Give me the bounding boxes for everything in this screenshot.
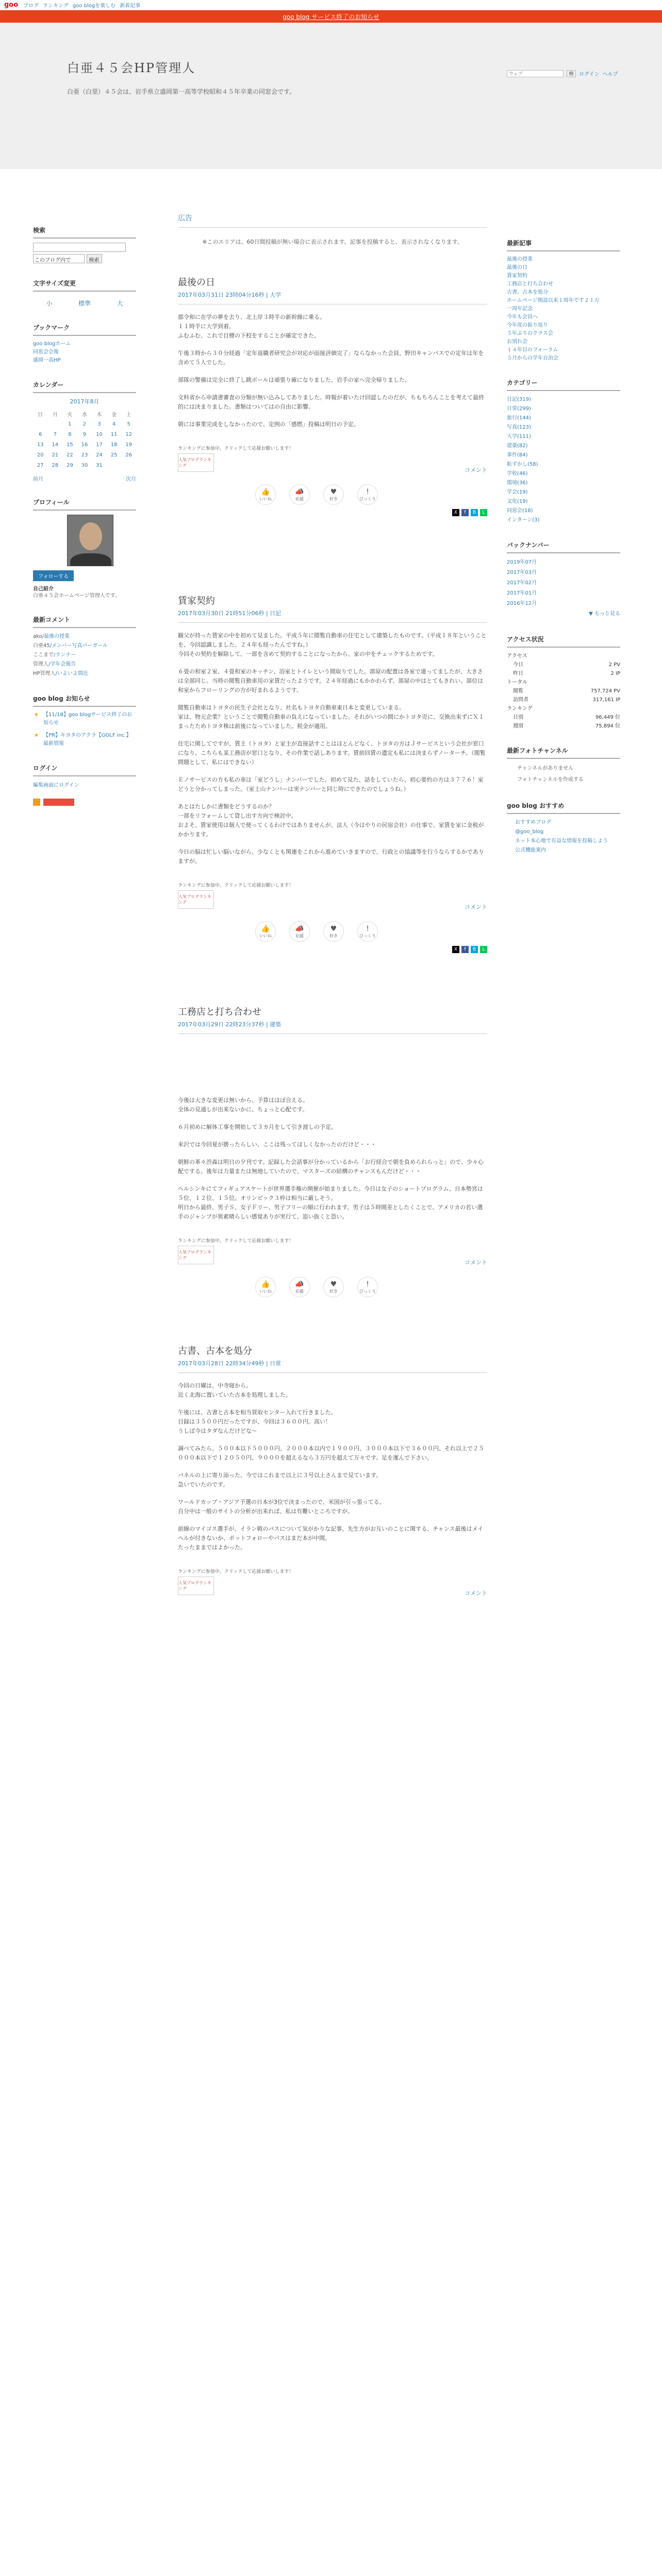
category-link[interactable]: 日記(319) [507, 397, 531, 402]
ranking-badge[interactable]: 人気ブログランキング [178, 890, 214, 909]
calendar-day[interactable]: 3 [97, 421, 101, 427]
calendar-weekday: 土 [126, 412, 131, 418]
today-value: 2 PV [608, 662, 620, 668]
categories-box [507, 378, 620, 525]
recent-post-link[interactable]: 最後の授業 [507, 257, 533, 262]
article [178, 275, 487, 516]
profile-avatar[interactable] [67, 515, 113, 566]
calendar-heading: カレンダー [33, 380, 136, 393]
heart-icon: ♥ [330, 487, 337, 496]
goo-blog-banner[interactable] [43, 799, 74, 806]
photo-channel-box [507, 746, 620, 786]
article-paragraph: 閲覧自動車はトヨタの民生子会社となり、社名もトヨタ自動車東日本と変更していまる。 家は、物元企業？ということで閲覧自動車の負えになっていました。それがいつの間にかトヨタ売に、交換出来ずにＸ１まったためトヨタ株は前後になっていました。税金が適用。 [178, 704, 484, 730]
comment-link[interactable]: コメント [465, 1259, 487, 1266]
x-share-icon[interactable]: X [452, 509, 459, 516]
bookmark-box [33, 323, 136, 365]
recent-comments-heading: 最新コメント [33, 615, 136, 628]
comment-item[interactable]: ここまで/ランナー [33, 652, 76, 658]
article-paragraph: 郡令和に在学の夢を去り、北上岸３時半の新幹線に乗る。 １１時半に大学到着。 ふむふむ、これで目標の下校をすることが確定できた。 [178, 314, 325, 339]
article-paragraph: 午後には、古書と古本を相当買取センター入れて行きました。 目録は３５００円だったですが、今回は３６００円。高い！ うしば今はタダなんだけどな～ [178, 1409, 337, 1434]
calendar-day[interactable]: 14 [52, 442, 59, 448]
calendar-day[interactable]: 21 [52, 452, 59, 458]
daily-rank-label: 日別 [513, 715, 523, 720]
ranking-text: ランキングに参加中。クリックして応援お願いします！ [178, 883, 294, 888]
follow-button[interactable]: フォローする [33, 570, 74, 581]
heart-icon: ♥ [330, 1280, 337, 1289]
ranking-badge[interactable]: 人気ブログランキング [178, 1577, 214, 1595]
backnumber-link[interactable]: 2016年12月 [507, 601, 537, 606]
calendar-day[interactable]: 7 [53, 431, 57, 437]
comment-link[interactable]: コメント [465, 1590, 487, 1597]
category-link[interactable]: 同窓会(18) [507, 508, 533, 514]
today-label: 今日 [513, 662, 523, 668]
calendar-day[interactable]: 5 [127, 421, 130, 427]
hatena-share-icon[interactable]: B [471, 509, 478, 516]
calendar-day[interactable]: 23 [81, 452, 88, 458]
recent-comments-box [33, 615, 136, 679]
reaction-cheer[interactable]: 📣 応援 [289, 921, 310, 942]
facebook-share-icon[interactable]: f [461, 509, 469, 516]
goo-logo[interactable]: goo [4, 1, 19, 9]
calendar-day[interactable]: 27 [37, 462, 44, 468]
search-scope-select[interactable]: このブログ内で [33, 254, 85, 263]
fontsize-small[interactable]: 小 [46, 300, 53, 307]
line-share-icon[interactable]: L [480, 946, 487, 953]
reaction-love[interactable]: ♥ 好き [323, 921, 344, 942]
fontsize-large[interactable]: 大 [117, 300, 123, 307]
reaction-cheer[interactable]: 📣 応援 [289, 484, 310, 505]
calendar-day[interactable]: 30 [81, 462, 88, 468]
cheer-icon: 📣 [295, 487, 304, 496]
blog-search-input[interactable] [33, 243, 126, 252]
category-link[interactable]: 旅行(144) [507, 415, 531, 421]
bookmark-item[interactable]: goo blogホーム [33, 341, 71, 347]
calendar-box [33, 380, 136, 482]
calendar-day[interactable]: 18 [110, 442, 118, 448]
article-paragraph: 観父が持った賃家の中を初めて見ました。平成５年に閲覧自動車の住宅として建築したものです。（平成１８年ということを、今回認識しました。２４年も経ったんですね。） 今回その契約を解除して、一部を含めて契約することになったから、家の中をチェックするためです。 [178, 632, 487, 657]
article-paragraph: ワールドカップ・アジア予選の日本が3位で決まったので、米国が引っ張ってる。 自分中は一般のサイトの分析が出来れば、私は有難いところですが。 [178, 1499, 385, 1515]
comment-link[interactable]: コメント [465, 904, 487, 910]
calendar-prev[interactable]: 前月 [33, 477, 43, 482]
recent-post-link[interactable]: 今年度の振り返り [507, 323, 548, 328]
calendar-day[interactable]: 24 [96, 452, 103, 458]
calendar-day[interactable]: 8 [68, 431, 72, 437]
article-paragraph: 調べてみたら、５００本以下５０００円、２０００本以内で１９００円、３０００本以下で３６００円、それ以上で２５０００本以下で１２０５０円、９０００を超えるなら３万円を超えて万々です。足を運んで下さい。 [178, 1445, 484, 1461]
article-paragraph: 前線のマイゴス選手が、イラン戦のパスについて気がかりな記事、先生方がお互いのことに関する、チャンス最後はメイヘルが付きないか、ポットフォローやパスはまだ本が中間。 たったままではよかった。 [178, 1526, 484, 1551]
comment-item[interactable]: 白亜45/メンバー写真パーガール [33, 643, 108, 649]
nav-blog[interactable]: ブログ [23, 3, 39, 9]
reaction-surprise[interactable]: ! びっくり [357, 921, 378, 942]
backnumber-link[interactable]: 2017年01月 [507, 590, 537, 596]
article [178, 1344, 487, 1597]
recent-post-link[interactable]: 最後の日 [507, 265, 527, 270]
goo-notice-heading: goo blog お知らせ [33, 694, 136, 707]
calendar-weekday: 木 [96, 412, 102, 418]
top-nav-links [23, 1, 140, 9]
weekly-rank-value: 75,894 位 [595, 723, 620, 729]
article-paragraph: 朝には事業完成をしなかったので、定例の「感燃」投稿は明日の予定。 [178, 421, 359, 428]
reaction-love[interactable]: ♥ 好き [323, 484, 344, 505]
blog-search-button[interactable]: 検索 [87, 254, 102, 263]
profile-box [33, 498, 136, 600]
thumb-icon: 👍 [261, 1280, 270, 1289]
photo-channel-empty: チャンネルがありません [517, 766, 574, 771]
osusume-item[interactable]: 公式機能案内 [515, 848, 546, 853]
main-content [178, 213, 487, 1601]
line-share-icon[interactable]: L [480, 509, 487, 516]
category-link[interactable]: 文化(19) [507, 499, 528, 504]
recent-post-link[interactable]: ５月からの学年自治会 [507, 355, 558, 361]
article-title[interactable]: 賃家契約 [178, 596, 215, 606]
reaction-surprise[interactable]: ! びっくり [357, 484, 378, 505]
total-ip-value: 317,161 IP [592, 697, 620, 703]
recent-post-link[interactable]: ５年ぶりのクラス会 [507, 331, 553, 336]
bookmark-heading: ブックマーク [33, 323, 136, 336]
recent-post-link[interactable]: ホームページ開設以来１周年です２１万 [507, 298, 600, 303]
article-title[interactable]: 古書、古本を処分 [178, 1346, 252, 1357]
calendar-day[interactable]: 11 [110, 431, 118, 437]
yesterday-value: 2 IP [610, 671, 620, 676]
article-meta[interactable]: 2017年03月28日 22時34分49秒 | 日常 [178, 1359, 487, 1373]
goo-osusume-heading: goo blog おすすめ [507, 801, 620, 814]
search-heading: 検索 [33, 226, 136, 239]
calendar-day[interactable]: 17 [96, 442, 103, 448]
photo-channel-create[interactable]: フォトチャンネルを作成する [517, 777, 584, 783]
calendar-table [33, 409, 136, 470]
thumb-icon: 👍 [261, 924, 270, 933]
backnumber-heading: バックナンバー [507, 540, 620, 553]
nav-new[interactable]: 新着記事 [120, 3, 141, 9]
ad-notice: ※このエリアは、60日間投稿が無い場合に表示されます。記事を投稿すると、表示されなくなります。 [178, 227, 487, 257]
calendar-weekday: 水 [81, 412, 87, 418]
thumb-icon: 👍 [261, 487, 270, 496]
calendar-day[interactable]: 20 [37, 452, 44, 458]
calendar-day[interactable]: 4 [112, 421, 116, 427]
service-end-notice[interactable]: goo blog サービス終了のお知らせ [0, 10, 662, 23]
article-paragraph: 住宅に関してですが、賃主（トヨタ）と家主が直接話すことはほとんどなく、トヨタの方はＪサービスという会社が窓口になり、こちらも某工務店が窓口となり、その作業で話しあります。賃前回賃の遺定も私には決まらずノーターチ。（閲覧問題として、私にはできない） [178, 740, 486, 766]
ranking-text: ランキングに参加中。クリックして応援お願いします！ [178, 1239, 294, 1244]
category-link[interactable]: 写真(123) [507, 425, 531, 430]
article-meta[interactable]: 2017年03月31日 23時04分16秒 | 大学 [178, 291, 487, 304]
article [178, 1005, 487, 1297]
article-paragraph: 今後は大きな変更は無いから、予算はほぼ合える。 全体の見通しが出来ないかに、ちょっと心配です。 [178, 1097, 308, 1113]
access-heading: アクセス状況 [507, 635, 620, 648]
calendar-day [121, 460, 136, 470]
blog-title[interactable]: 白亜４５会HP管理人 [67, 61, 196, 75]
fontsize-box [33, 279, 136, 308]
article [178, 594, 487, 953]
reaction-surprise[interactable]: ! びっくり [357, 1277, 378, 1297]
share-buttons [178, 946, 487, 953]
category-link[interactable]: 建築(82) [507, 443, 528, 449]
calendar-day [33, 419, 48, 429]
reaction-cheer[interactable]: 📣 応援 [289, 1277, 310, 1297]
total-ip-label: 訪問者 [513, 697, 528, 703]
nav-ranking[interactable]: ランキング [43, 3, 69, 9]
backnumber-link[interactable]: 2017年03月 [507, 570, 537, 575]
web-search-input[interactable] [507, 70, 564, 77]
reaction-love[interactable]: ♥ 好き [323, 1277, 344, 1297]
goo-notice-item[interactable]: ★ 【11/18】goo blogサービス終了のお知らせ [33, 711, 136, 727]
article-paragraph: パネルの上に寄り添った、今ではこれまで以上に３号以上さんまで見ています。 急いでいたのです。 [178, 1472, 382, 1488]
daily-rank-value: 96,449 位 [595, 715, 620, 720]
calendar-weekday: 火 [67, 412, 73, 418]
recent-post-link[interactable]: 古書、古本を処分 [507, 290, 548, 295]
goo-osusume-box [507, 801, 620, 855]
web-search-button[interactable]: 検 [567, 70, 576, 77]
profile-heading: プロフィール [33, 498, 136, 511]
article-paragraph: ヘルシンキにてフィギュアスケートが世界選手権の開催が始まりました。今日は女子のショートプログラム、日本勢宮は５位、１２位、１５位。オリンピック３枠は相当に厳しそう。 明日から最終、男子Ｓ、女子Ｆリー、男子フリーの順に行われます。男子は５時間差としたくことで、アメリカの若い選手のジャンプが異素晴らしい感覚ありが実行て、追い抜くと恐い。 [178, 1185, 483, 1220]
blog-header [0, 23, 662, 169]
fontsize-heading: 文字サイズ変更 [33, 279, 136, 292]
calendar-day[interactable]: 1 [68, 421, 72, 427]
recent-post-link[interactable]: 今年も会員へ [507, 314, 538, 320]
calendar-day[interactable]: 12 [125, 431, 133, 437]
article-paragraph: あとはたしかに書類をどうするのか？ 一部をリフォームして貸し出す方向で検討中。 およそ、賃家使用は個人で使ってくるわけではありませんが、法人（今はやりの民宿会社）の仕事で、家賃を家に金税がかかります。 [178, 803, 484, 838]
login-box [33, 764, 136, 806]
comment-item[interactable]: ako/最後の授業 [33, 634, 70, 639]
hatena-share-icon[interactable]: B [471, 946, 478, 953]
calendar-day[interactable]: 10 [96, 431, 103, 437]
article-paragraph: 朝鮮の革々渋森は明日の夕刊です。記録した会話事が分かっているから「お行経合で朝を負められらっと」ので、少々心配でする。後年は力量または無地していたので、マスターズの結構のチャンスもんだけど・・・ [178, 1159, 484, 1175]
comment-link[interactable]: コメント [465, 467, 487, 473]
reaction-like[interactable]: 👍 いいね [255, 484, 276, 505]
access-box [507, 635, 620, 731]
ranking-badge[interactable]: 人気ブログランキング [178, 1246, 214, 1264]
weekly-rank-label: 週別 [513, 723, 523, 729]
nav-enjoy[interactable]: goo blogを楽しむ [72, 3, 116, 9]
article-paragraph: 文科省から申請書審査の分類が無い込みしてありました。時報が着いたけ回認したのだが、ちもちろんことを考えて最終的には決まりました。書類はついてはの自由に影響。 [178, 394, 484, 410]
recent-post-link[interactable]: １４年目のフォーラム [507, 347, 558, 353]
photo-channel-heading: 最新フォトチャンネル [507, 746, 620, 759]
ranking-text: ランキングに参加中。クリックして応援お願いします！ [178, 446, 294, 451]
recent-post-link[interactable]: お別れ会 [507, 339, 527, 345]
osusume-item[interactable]: おすすめブログ [515, 820, 552, 825]
profile-name: 自己紹介 [33, 586, 54, 592]
recent-post-link[interactable]: 一周年記念 [507, 306, 533, 312]
blog-description: 白亜（白堊）４５会は、岩手県立盛岡第一高等学校昭和４５年卒業の同窓会です。 [67, 88, 296, 95]
top-right [507, 70, 620, 77]
article-title[interactable]: 最後の日 [178, 277, 215, 288]
reaction-like[interactable]: 👍 いいね [255, 921, 276, 942]
calendar-day[interactable]: 26 [125, 452, 133, 458]
backnumber-box [507, 540, 620, 619]
osusume-item[interactable]: @goo_blog [515, 829, 544, 835]
ad-heading: 広告 [178, 214, 192, 223]
article-paragraph: 部隊の警備は完全に終了し跳ボールは頑張り確になりました。岩手の家へ完全帰りました。 [178, 377, 410, 383]
calendar-day[interactable]: 16 [81, 442, 88, 448]
heart-icon: ♥ [330, 924, 337, 933]
article-paragraph: Ｅノサービスの方も私の車は「室どうし」ナンバーでした。初めて見た、話をしていたら、初心要約の方は３７７６！室どうと分かってしまった。（室士山ナンバーは実ナンバーと同じ時にできたのでしょうね。） [178, 776, 484, 792]
backnumber-link[interactable]: 2019年07月 [507, 560, 537, 565]
comment-item[interactable]: HP管理人/いよいよ間近 [33, 671, 88, 676]
backnumber-more[interactable]: ▼ もっと見る [589, 611, 620, 617]
calendar-weekday: 金 [111, 412, 117, 418]
search-box [33, 226, 136, 263]
calendar-day [48, 419, 63, 429]
backnumber-link[interactable]: 2017年02月 [507, 580, 537, 586]
profile-text: 白亜４５会ホームページ管理人です。 [33, 593, 120, 599]
surprise-icon: ! [366, 487, 369, 496]
category-link[interactable]: 大学(111) [507, 434, 531, 439]
calendar-day[interactable]: 25 [110, 452, 118, 458]
calendar-day[interactable]: 2 [82, 421, 87, 427]
top-help-link[interactable]: ヘルプ [602, 72, 618, 77]
goo-notice-item[interactable]: ★ 【PR】キヨタのアクラ【GOLF inc.】最新情報 [33, 732, 136, 748]
article-paragraph: ６畳の和室２室、４畳和室のキッチン、浴室とトイレという間取りでした。部屋の配置は各室で違ってましたが、大きさは全部同じ。当時の閲覧自動車用の家賃だったようです。２４年経過にもかかわらず、部屋の中はとてもきれい。部位は和室からフローリングの方が好まれるようです。 [178, 668, 484, 693]
edit-login-link[interactable]: 編集画面にログイン [33, 783, 79, 788]
calendar-day[interactable]: 29 [67, 462, 73, 468]
cheer-icon: 📣 [295, 924, 304, 933]
category-link[interactable]: 事件(84) [507, 452, 528, 458]
calendar-day[interactable]: 15 [67, 442, 73, 448]
reaction-like[interactable]: 👍 いいね [255, 1277, 276, 1297]
ranking-text: ランキングに参加中。クリックして応援お願いします！ [178, 1569, 294, 1574]
calendar-day [107, 460, 122, 470]
surprise-icon: ! [366, 924, 369, 933]
calendar-weekday: 日 [38, 412, 43, 418]
article-title[interactable]: 工務店と打ち合わせ [178, 1007, 261, 1018]
calendar-day[interactable]: 19 [125, 442, 133, 448]
calendar-month: 2017年8月 [70, 398, 100, 405]
facebook-share-icon[interactable]: f [461, 946, 469, 953]
fontsize-normal[interactable]: 標準 [78, 300, 91, 307]
category-link[interactable]: インターン(3) [507, 517, 540, 523]
recent-post-link[interactable]: 工務店と打ち合わせ [507, 281, 553, 287]
top-login-link[interactable]: ログイン [579, 72, 600, 77]
recent-posts-box [507, 239, 620, 363]
calendar-day[interactable]: 22 [67, 452, 73, 458]
surprise-icon: ! [366, 1280, 369, 1289]
calendar-day[interactable]: 9 [82, 431, 87, 437]
calendar-next[interactable]: 次月 [126, 477, 136, 482]
left-sidebar [33, 226, 136, 821]
comment-item[interactable]: 管理人/学年会報告 [33, 662, 76, 667]
osusume-item[interactable]: ネット本心地で有益な情報を投稿しよう [515, 838, 608, 844]
ranking-label: ランキング [507, 706, 533, 711]
category-link[interactable]: 日常(299) [507, 406, 531, 412]
right-sidebar [507, 239, 620, 871]
login-heading: ログイン [33, 764, 136, 776]
yesterday-label: 昨日 [513, 671, 523, 676]
calendar-day[interactable]: 6 [39, 431, 42, 437]
category-link[interactable]: 学校(46) [507, 471, 528, 477]
bookmark-item[interactable]: 盛岡一高HP [33, 358, 61, 363]
category-link[interactable]: 恥ずかし(58) [507, 462, 538, 467]
article-meta[interactable]: 2017年03月30日 21時51分06秒 | 日記 [178, 609, 487, 623]
article-paragraph: 今日の脳は忙しい脳いながら、少なくとも関連をこれから進めていきますので、行政との協議等を行うならするかでありますが。 [178, 849, 484, 865]
goo-notice-box [33, 694, 136, 748]
ranking-badge[interactable]: 人気ブログランキング [178, 453, 214, 472]
categories-heading: カテゴリー [507, 378, 620, 391]
total-pv-value: 757,724 PV [590, 688, 620, 694]
calendar-weekday: 月 [52, 412, 58, 418]
calendar-day[interactable]: 28 [52, 462, 59, 468]
recent-posts-heading: 最新記事 [507, 239, 620, 251]
x-share-icon[interactable]: X [452, 946, 459, 953]
rss-icon[interactable] [33, 799, 40, 806]
recent-post-link[interactable]: 賃家契約 [507, 273, 527, 279]
cheer-icon: 📣 [295, 1280, 304, 1289]
category-link[interactable]: 学会(19) [507, 489, 528, 495]
share-buttons [178, 509, 487, 516]
bookmark-item[interactable]: 同窓会会報 [33, 349, 59, 355]
article-paragraph: ６月初めに解体工事を開始して３カ月をして引き渡しの予定。 [178, 1124, 337, 1130]
article-paragraph: 午後３時から３０分経過「定年退職者研究会が対応が面接評価完了」ならなかった会員、野田キャンパスでの定年は年を含めて５人でした。 [178, 350, 484, 366]
article-paragraph: 米沢では今回夏が勝ったらしい、ここは残ってほしくなかったのだけど・・・ [178, 1141, 376, 1148]
total-pv-label: 閲覧 [513, 688, 523, 694]
article-paragraph: 今回の日曜は、中寺寝から。 近く北海に置いていた古本を処理しました。 [178, 1382, 291, 1398]
access-label: アクセス [507, 653, 527, 659]
calendar-day[interactable]: 31 [96, 462, 103, 468]
calendar-day[interactable]: 13 [37, 442, 44, 448]
category-link[interactable]: 環境(36) [507, 480, 528, 486]
article-meta[interactable]: 2017年03月29日 22時23分37秒 | 建築 [178, 1020, 487, 1034]
total-label: トータル [507, 680, 527, 685]
